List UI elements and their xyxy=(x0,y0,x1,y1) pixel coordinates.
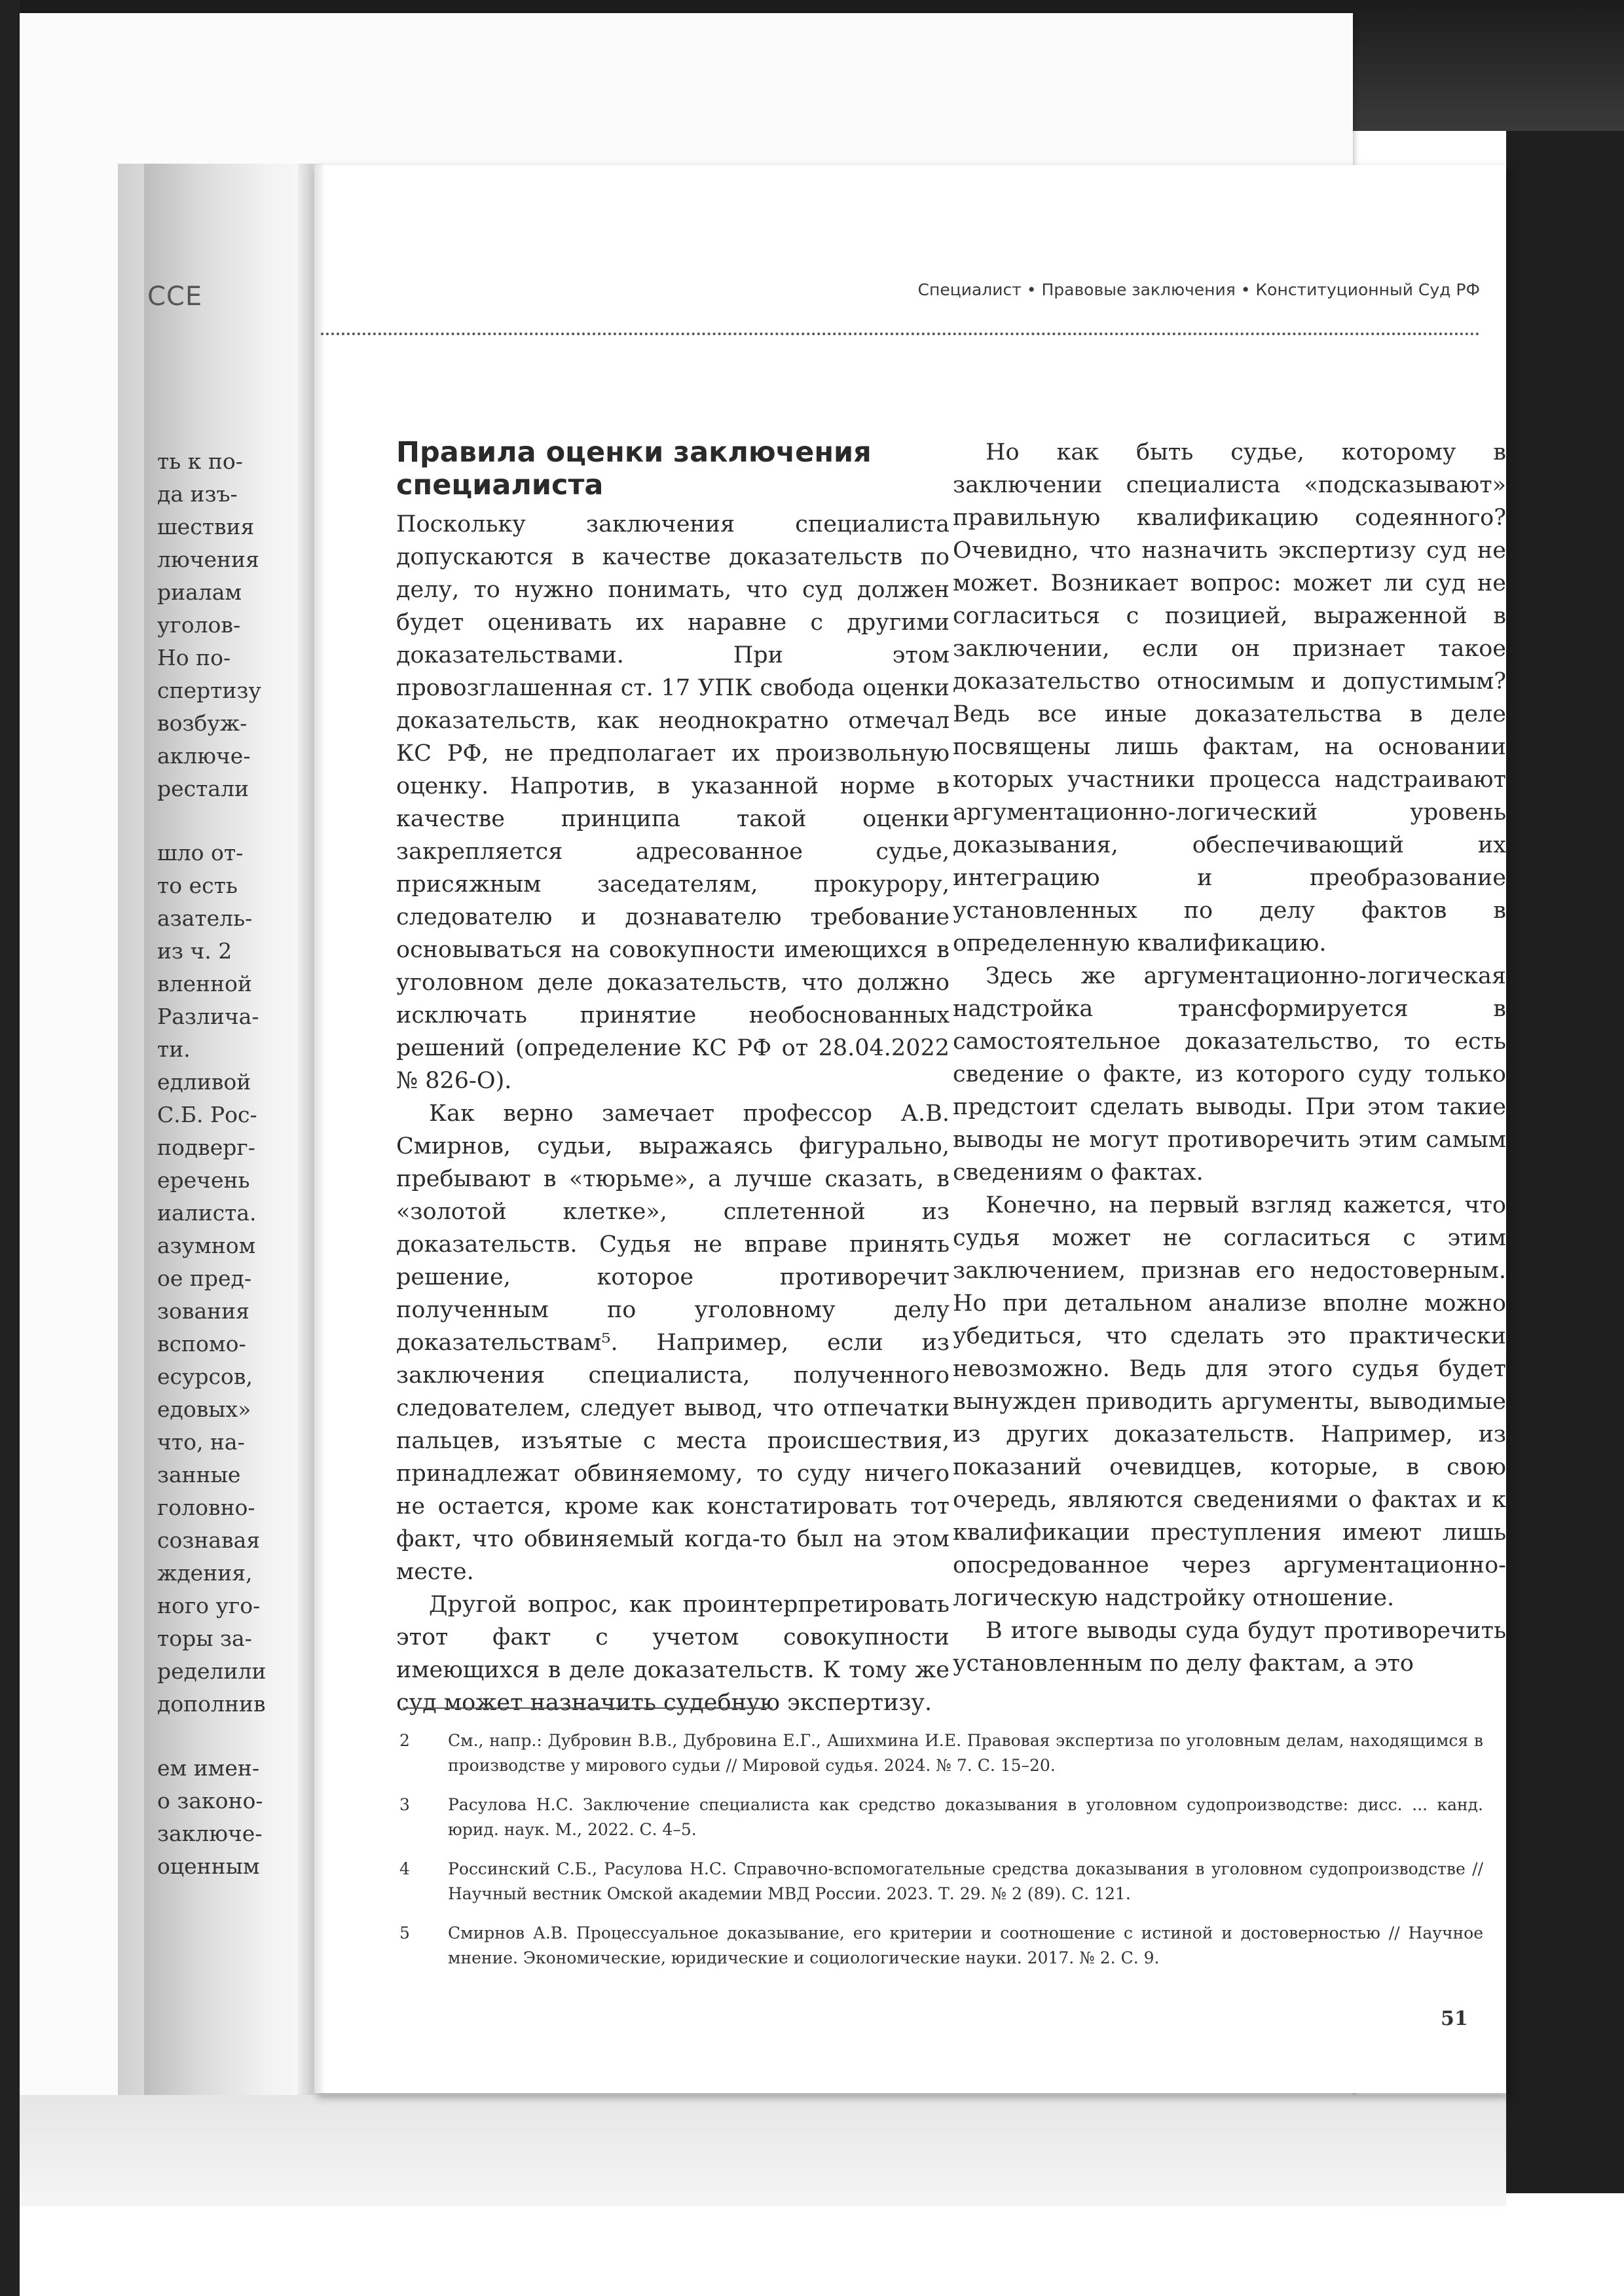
left-page-line: зования xyxy=(157,1298,249,1324)
gutter-shadow xyxy=(298,164,324,2095)
footnote-rule xyxy=(403,1707,773,1709)
section-heading: Правила оценки заключения специалиста xyxy=(396,436,872,501)
paragraph: Здесь же аргументационно-логическая надстройка трансформируется в самостоятельное доказательство, то есть сведение о факте, из которого суду только предстоит сделать выводы. При этом такие выводы не могут противоречить этим самым сведениям о фактах. xyxy=(953,963,1506,1186)
left-page-line: ть к по- xyxy=(157,448,243,474)
left-page-gap xyxy=(157,1721,295,1752)
left-page-line: подверг- xyxy=(157,1135,255,1160)
left-page-line: оценным xyxy=(157,1853,260,1879)
header-dotted-rule xyxy=(321,333,1480,335)
footnote xyxy=(399,1857,1483,1906)
left-page-line: шествия xyxy=(157,514,255,539)
left-page-line: риалам xyxy=(157,579,242,605)
left-page-line: заключе- xyxy=(157,1821,263,1846)
left-page-line: ем имен- xyxy=(157,1755,260,1781)
left-page-line: занные xyxy=(157,1462,241,1487)
left-page-line: вленной xyxy=(157,971,252,996)
left-running-head: ССЕ xyxy=(147,282,203,312)
footnotes xyxy=(399,1728,1483,1985)
left-page-line: шло от- xyxy=(157,840,244,866)
footnote-number: 4 xyxy=(399,1859,410,1878)
left-page-line: головно- xyxy=(157,1495,255,1520)
scan-background-right xyxy=(1506,131,1624,2193)
scan-background-left xyxy=(0,0,20,2296)
scan-background-bottom xyxy=(20,2095,1506,2206)
footnote-number: 3 xyxy=(399,1795,410,1814)
left-page-line: ое пред- xyxy=(157,1266,252,1291)
left-page-text xyxy=(157,445,295,1883)
paragraph: Конечно, на первый взгляд кажется, что судья может не согласиться с этим заключением, признав его недостоверным. Но при детальном анализе вполне можно убедиться, что сделать это практически невозможно. Ведь для этого судья будет вынужден приводить аргументы, выводимые из других доказательств. Например, из показаний очевидцев, которые, в свою очередь, являются сведениями о фактах и к квалификации преступления имеют лишь опосредованное через аргументационно-логическую надстройку отношение. xyxy=(953,1192,1506,1611)
paragraph: Но как быть судье, которому в заключении специалиста «подсказывают» правильную квалификацию содеянного? Очевидно, что назначить экспертизу суд не может. Возникает вопрос: может ли суд не согласиться с позицией, выраженной в заключении, если он признает такое доказательство относимым и допустимым? Ведь все иные доказательства в деле посвящены лишь фактам, на основании которых участники процесса надстраивают аргументационно-логический уровень доказывания, обеспечивающий их интеграцию и преобразование установленных по делу фактов в определенную квалификацию. xyxy=(953,439,1506,957)
left-page-line: уголов- xyxy=(157,612,241,638)
left-page-line: из ч. 2 xyxy=(157,938,232,964)
left-page-line: дополнив xyxy=(157,1691,266,1717)
left-page-line: ти. xyxy=(157,1036,191,1062)
footnote xyxy=(399,1728,1483,1778)
left-page-line: ного уго- xyxy=(157,1593,261,1618)
paragraph: В итоге выводы суда будут противоречить установленным по делу фактам, а это xyxy=(953,1618,1506,1677)
left-page-line: едовых» xyxy=(157,1396,251,1422)
footnote-text: Россинский С.Б., Расулова Н.С. Справочно-вспомогательные средства доказывания в уголовном судопроизводстве // Научный вестник Омской академии МВД России. 2023. Т. 29. № 2 (89). С. 121. xyxy=(448,1859,1483,1903)
left-page-line: иалиста. xyxy=(157,1200,257,1226)
footnote-number: 5 xyxy=(399,1923,410,1942)
paragraph: Другой вопрос, как проинтерпретировать этот факт с учетом совокупности имеющихся в деле доказательств. К тому же суд может назначить судебную экспертизу. xyxy=(396,1592,950,1716)
left-page-line: то есть xyxy=(157,873,238,898)
left-page-line: о законо- xyxy=(157,1788,263,1813)
left-page-line: вспомо- xyxy=(157,1331,246,1357)
footnote-number: 2 xyxy=(399,1731,410,1750)
left-page-line: спертизу xyxy=(157,678,261,703)
left-page-line: едливой xyxy=(157,1069,251,1095)
left-page-line: что, на- xyxy=(157,1429,245,1455)
left-page-line: сознавая xyxy=(157,1527,261,1553)
left-page-line: есурсов, xyxy=(157,1364,253,1389)
page-number: 51 xyxy=(1441,2007,1468,2030)
left-page-line: торы за- xyxy=(157,1626,252,1651)
paragraph: Как верно замечает профессор А.В. Смирнов, судьи, выражаясь фигурально, пребывают в «тюрьме», а лучше сказать, в «золотой клетке», сплетенной из доказательств. Судья не вправе принять решение, которое противоречит полученным по уголовному делу доказательствам⁵. Например, если из заключения специалиста, полученного следователем, следует вывод, что отпечатки пальцев, изъятые с места происшествия, принадлежат обвиняемому, то суду ничего не остается, кроме как констатировать тот факт, что обвиняемый когда-то был на этом месте. xyxy=(396,1101,950,1585)
footnote-text: См., напр.: Дубровин В.В., Дубровина Е.Г., Ашихмина И.Е. Правовая экспертиза по уголовным делам, находящимся в производстве у мирового судьи // Мировой судья. 2024. № 7. С. 15–20. xyxy=(448,1731,1483,1775)
article-column-right xyxy=(953,436,1506,1680)
left-page-line: рестали xyxy=(157,776,249,801)
left-page-line: Но по- xyxy=(157,645,231,670)
left-page-line: С.Б. Рос- xyxy=(157,1102,257,1127)
footnote-text: Расулова Н.С. Заключение специалиста как средство доказывания в уголовном судопроизводстве: дисс. ... канд. юрид. наук. М., 2022. С. 4–5. xyxy=(448,1795,1483,1839)
left-page-line: Различа- xyxy=(157,1004,259,1029)
left-page-line: азумном xyxy=(157,1233,256,1258)
left-page-gap xyxy=(157,805,295,837)
running-head: Специалист • Правовые заключения • Конституционный Суд РФ xyxy=(917,280,1480,299)
left-page-line: да изъ- xyxy=(157,481,238,507)
left-page-line: возбуж- xyxy=(157,710,248,736)
footnote xyxy=(399,1921,1483,1971)
article-column-left xyxy=(396,436,950,1719)
footnote-text: Смирнов А.В. Процессуальное доказывание, его критерии и соотношение с истиной и достоверностью // Научное мнение. Экономические, юридические и социологические науки. 2017. № 2. С. 9. xyxy=(448,1923,1483,1967)
left-page-line: азатель- xyxy=(157,905,253,931)
left-page-line: еречень xyxy=(157,1167,250,1193)
paragraph: Поскольку заключения специалиста допускаются в качестве доказательств по делу, то нужно понимать, что суд должен будет оценивать их наравне с другими доказательствами. При этом провозглашенная ст. 17 УПК свобода оценки доказательств, как неоднократно отмечал КС РФ, не предполагает их произвольную оценку. Напротив, в указанной норме в качестве принципа такой оценки закрепляется адресованное судье, присяжным заседателям, прокурору, следователю и дознавателю требование основываться на совокупности имеющихся в уголовном деле доказательств, что должно исключать принятие необоснованных решений (определение КС РФ от 28.04.2022 № 826-О). xyxy=(396,511,950,1094)
footnote xyxy=(399,1793,1483,1842)
left-page-line: ждения, xyxy=(157,1560,253,1586)
left-page-line: лючения xyxy=(157,547,259,572)
left-page-line: аключе- xyxy=(157,743,251,769)
left-page-line: ределили xyxy=(157,1658,267,1684)
